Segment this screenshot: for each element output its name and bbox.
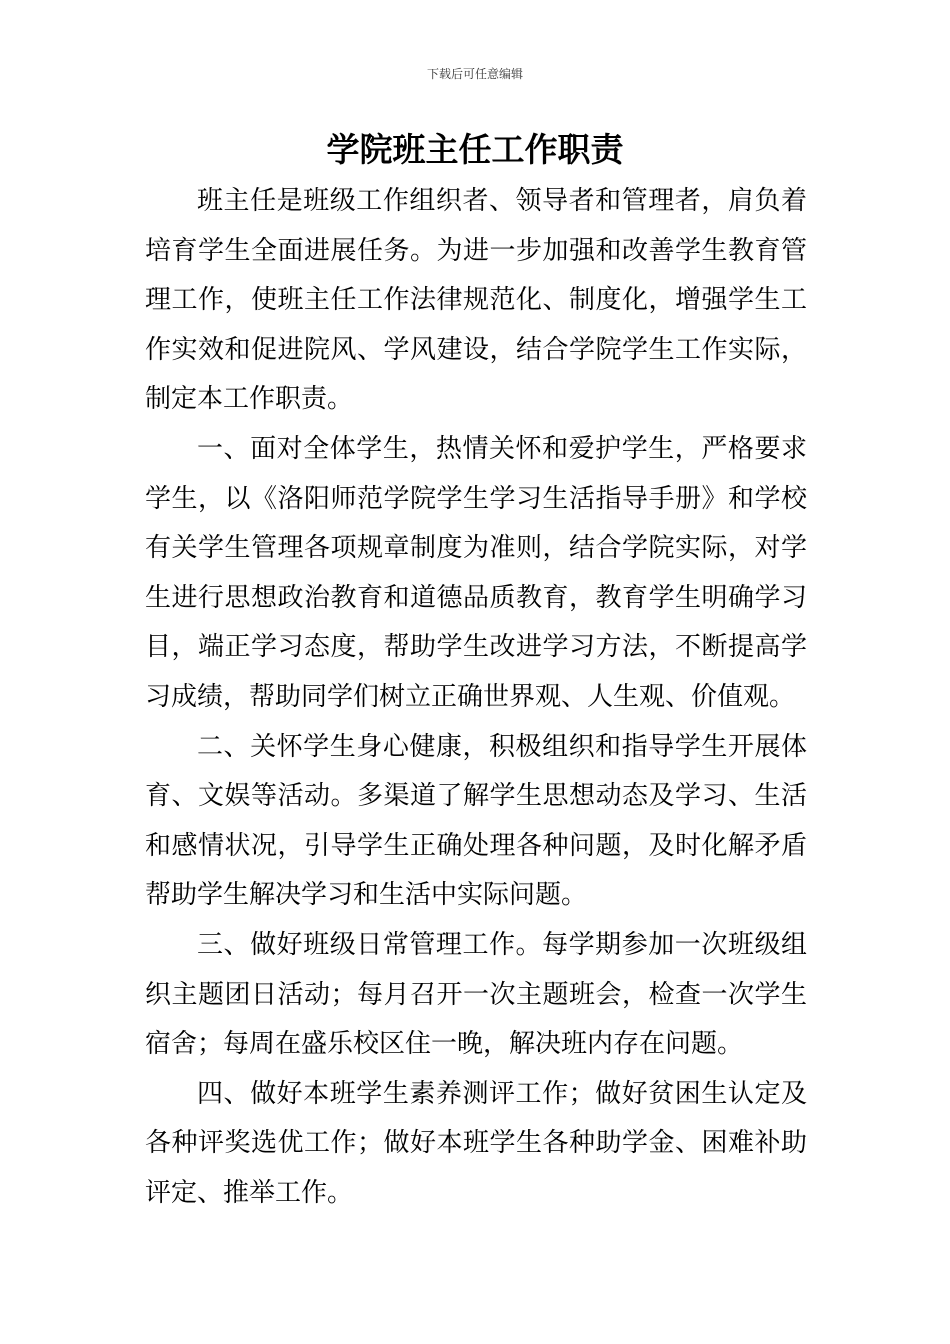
paragraph-item-1: 一、面对全体学生，热情关怀和爱护学生，严格要求学生，以《洛阳师范学院学生学习生活指导手册》和学校有关学生管理各项规章制度为准则，结合学院实际，对学生进行思想政治教育和道德品质教育，教育学生明确学习目，端正学习态度，帮助学生改进学习方法，不断提高学习成绩，帮助同学们树立正确世界观、人生观、价值观。 (145, 433, 807, 712)
paragraph-item-4: 四、做好本班学生素养测评工作；做好贫困生认定及各种评奖选优工作；做好本班学生各种助学金、困难补助评定、推举工作。 (145, 1078, 807, 1208)
paragraph-intro: 班主任是班级工作组织者、领导者和管理者，肩负着培育学生全面进展任务。为进一步加强和改善学生教育管理工作，使班主任工作法律规范化、制度化，增强学生工作实效和促进院风、学风建设，结合学院学生工作实际，制定本工作职责。 (145, 186, 807, 415)
document-body (145, 177, 807, 1218)
paragraph-item-3: 三、做好班级日常管理工作。每学期参加一次班级组织主题团日活动；每月召开一次主题班会，检查一次学生宿舍；每周在盛乐校区住一晚，解决班内存在问题。 (145, 929, 807, 1060)
paragraph-item-2: 二、关怀学生身心健康，积极组织和指导学生开展体育、文娱等活动。多渠道了解学生思想动态及学习、生活和感情状况，引导学生正确处理各种问题，及时化解矛盾帮助学生解决学习和生活中实际问题。 (145, 731, 807, 911)
header-note: 下载后可任意编辑 (426, 67, 523, 81)
document-title: 学院班主任工作职责 (326, 130, 624, 169)
